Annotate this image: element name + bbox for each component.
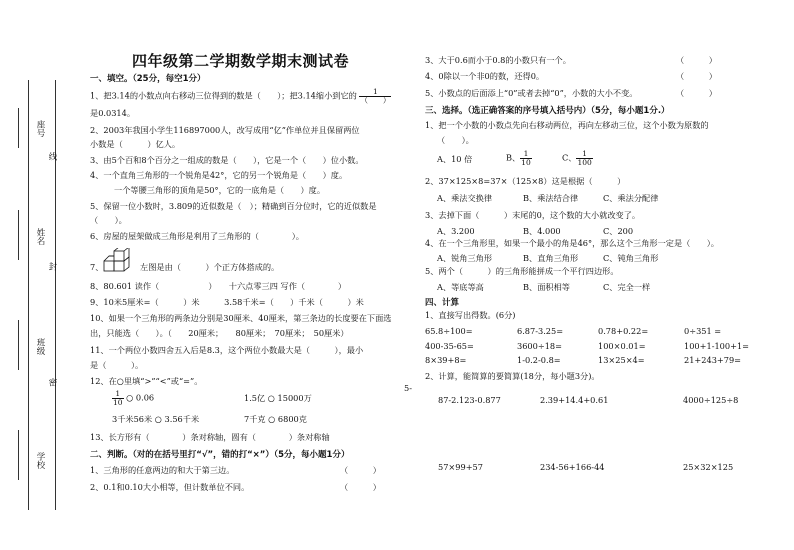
- work-problem: 234-56+166-44: [540, 462, 605, 472]
- choice-1-line-1: 1、把一个小数的小数点先向右移动两位，再向左移动三位，这个小数为原数的: [425, 120, 709, 130]
- choice-2-option-c[interactable]: C、乘法分配律: [603, 193, 659, 203]
- choice-4: 4、在一个三角形里，如果一个最小的角是46°，那么这个三角形一定是（ ）。: [425, 238, 719, 248]
- name-blank[interactable]: [18, 210, 20, 260]
- school-blank[interactable]: [18, 430, 20, 480]
- section-judge-header: 二、判断。（对的在括号里打“√”，错的打“×”）（5分，每小题1分）: [90, 450, 350, 460]
- oral-cell: 6.87-3.25=: [517, 326, 564, 336]
- question-10-line-1: 10、如果一个三角形的两条边分别是30厘米、40厘米，第三条边的长度要在下面选: [90, 313, 392, 323]
- class-blank[interactable]: [18, 320, 20, 370]
- choice-2-option-a[interactable]: A、乘法交换律: [437, 193, 493, 203]
- work-problem: 4000÷125÷8: [683, 395, 739, 405]
- choice-3-option-b[interactable]: B、4.000: [523, 226, 561, 236]
- seal-mark-feng: 封: [47, 262, 57, 271]
- page-marker: 5-: [404, 383, 412, 393]
- oral-cell: 8×39+8=: [425, 355, 467, 365]
- oral-cell: 13×25×4=: [598, 355, 645, 365]
- judge-2: 2、0.1和0.10大小相等，但计数单位不同。: [90, 482, 250, 492]
- question-11-line-1: 11、一个两位小数四舍五入后是8.3，这个两位小数最大是（ ），最小: [90, 345, 364, 355]
- judge-1: 1、三角形的任意两边的和大于第三边。: [90, 465, 235, 475]
- choice-3-option-c[interactable]: C、200: [603, 226, 634, 236]
- question-13: 13、长方形有（ ）条对称轴，圆有（ ）条对称轴: [90, 432, 330, 442]
- question-7-number: 7、: [90, 262, 104, 272]
- school-label: 学校: [35, 452, 45, 469]
- judge-2-answer[interactable]: （ ）: [340, 482, 381, 492]
- oral-cell: 400-35-65=: [425, 341, 474, 351]
- judge-5-answer[interactable]: （ ）: [676, 88, 717, 98]
- judge-5: 5、小数点的后面添上“0”或者去掉“0”，小数的大小不变。: [425, 88, 638, 98]
- choice-4-option-a[interactable]: A、锐角三角形: [437, 253, 493, 263]
- work-problem: 57×99+57: [438, 462, 483, 472]
- name-label: 姓名: [35, 228, 45, 245]
- page-title: 四年级第二学期数学期末测试卷: [132, 52, 350, 70]
- judge-4-answer[interactable]: （ ）: [676, 71, 717, 81]
- choice-3: 3、去掉下面（ ）末尾的0，这个数的大小就改变了。: [425, 210, 641, 220]
- choice-4-option-b[interactable]: B、直角三角形: [523, 253, 579, 263]
- seat-number-blank[interactable]: [18, 108, 20, 148]
- judge-1-answer[interactable]: （ ）: [340, 465, 381, 475]
- question-5-line-2: （ ）。: [90, 215, 127, 225]
- oral-cell: 0.78+0.22=: [598, 326, 649, 336]
- choice-1-option-c-fraction: $\frac{1}{100}$: [577, 149, 592, 167]
- question-12-compare-d: 7千克 ○ 6800克: [244, 414, 307, 424]
- question-5-line-1: 5、保留一位小数时，3.809的近似数是（ ）；精确到百分位时，它的近似数是: [90, 201, 377, 211]
- work-problem: 25×32×125: [683, 462, 734, 472]
- class-label: 班级: [35, 338, 45, 355]
- question-3: 3、由5个百和8个百分之一组成的数是（ ），它是一个（ ）位小数。: [90, 155, 364, 165]
- judge-3-answer[interactable]: （ ）: [676, 55, 717, 65]
- question-1-fraction: $\frac{1}{( )}$: [360, 87, 391, 105]
- binding-line-outer: [28, 80, 29, 510]
- question-1-text: 1、把3.14的小数点向右移动三位得到的数是（ ）；把3.14缩小到它的: [90, 90, 357, 101]
- judge-3: 3、大于0.6而小于0.8的小数只有一个。: [425, 55, 571, 65]
- seal-mark-mi: 密: [47, 378, 57, 387]
- question-12-compare-a: ○ 0.06: [126, 392, 155, 403]
- judge-4: 4、0除以一个非0的数，还得0。: [425, 71, 545, 81]
- section-choice-header: 三、选择。（选正确答案的序号填入括号内）（5分，每小题1分.）: [425, 106, 670, 116]
- work-problem: 87-2.123-0.877: [438, 395, 501, 405]
- oral-cell: 100+1-100+1=: [684, 341, 750, 351]
- question-2-line-1: 2、2003年我国小学生116897000人，改写成用“亿”作单位并且保留两位: [90, 125, 360, 135]
- choice-4-option-c[interactable]: C、钝角三角形: [603, 253, 659, 263]
- section-calc-header: 四、计算: [425, 298, 460, 308]
- question-1-continued: 是0.0314。: [90, 108, 136, 118]
- seat-number-label: 座号: [35, 120, 45, 137]
- choice-1-option-b[interactable]: B、 $\frac{1}{10}$: [506, 149, 531, 167]
- binding-line-inner: [55, 80, 56, 510]
- question-4-line-1: 4、一个直角三角形的一个锐角是42°，它的另一个锐角是（ ）度。: [90, 170, 348, 180]
- question-12-compare-c: 3千米56米 ○ 3.56千米: [112, 414, 200, 424]
- question-12-fraction: $\frac{1}{10}$: [113, 389, 123, 407]
- question-12-row-1: [112, 390, 154, 407]
- question-4-line-2: 一个等腰三角形的顶角是50°，它的一底角是（ ）度。: [114, 185, 326, 195]
- oral-cell: 0÷351 =: [684, 326, 722, 336]
- oral-cell: 3600÷18=: [517, 341, 562, 351]
- question-6: 6、房屋的屋架做成三角形是利用了三角形的（ ）。: [90, 231, 304, 241]
- question-7: 左图是由（ ）个正方体搭成的。: [140, 262, 280, 272]
- choice-1-option-b-fraction: $\frac{1}{10}$: [521, 149, 531, 167]
- choice-1-line-2: （ ）。: [437, 135, 474, 145]
- oral-cell: 21+243+79=: [684, 355, 742, 365]
- question-11-line-2: 是（ ）。: [90, 360, 144, 370]
- question-1: [90, 88, 391, 105]
- question-12-compare-b: 1.5亿 ○ 15000万: [244, 393, 312, 403]
- choice-2: 2、37×125×8=37×（125×8）这是根据（ ）: [425, 176, 626, 186]
- choice-3-option-a[interactable]: A、3.200: [437, 226, 475, 236]
- choice-2-option-b[interactable]: B、乘法结合律: [523, 193, 579, 203]
- oral-cell: 1-0.2-0.8=: [517, 355, 561, 365]
- choice-5-option-a[interactable]: A、等底等高: [437, 282, 484, 292]
- work-problem: 2.39+14.4+0.61: [540, 395, 609, 405]
- choice-5: 5、两个（ ）的三角形能拼成一个平行四边形。: [425, 266, 619, 276]
- calc-part-2: 2、计算，能简算的要简算(18分，每小题3分)。: [425, 371, 600, 381]
- question-9: 9、10米5厘米=（ ）米 3.58千米=（ ）千米（ ）米: [90, 297, 364, 307]
- oral-cell: 65.8÷100=: [425, 326, 473, 336]
- seal-mark-line: 线: [47, 152, 57, 161]
- choice-1-option-a[interactable]: A、10 倍: [437, 154, 473, 164]
- question-12: 12、在○里填“>”“<”或“=”。: [90, 376, 203, 386]
- question-8: 8、80.601 读作（ ） 十六点零三四 写作（ ）: [90, 281, 347, 291]
- section-fill-in-header: 一、填空。（25分，每空1分）: [90, 74, 206, 84]
- calc-part-1: 1、直接写出得数。(6分): [425, 310, 516, 320]
- question-10-line-2: 出，只能选（ ）。（ 20厘米； 80厘米； 70厘米； 50厘米）: [90, 328, 349, 338]
- choice-5-option-b[interactable]: B、面积相等: [523, 282, 570, 292]
- oral-cell: 100×0.01=: [598, 341, 646, 351]
- cube-stack-figure: [103, 248, 135, 274]
- question-2-line-2: 小数是（ ）亿人。: [90, 139, 181, 149]
- choice-1-option-c[interactable]: C、 $\frac{1}{100}$: [562, 149, 592, 167]
- choice-5-option-c[interactable]: C、完全一样: [603, 282, 651, 292]
